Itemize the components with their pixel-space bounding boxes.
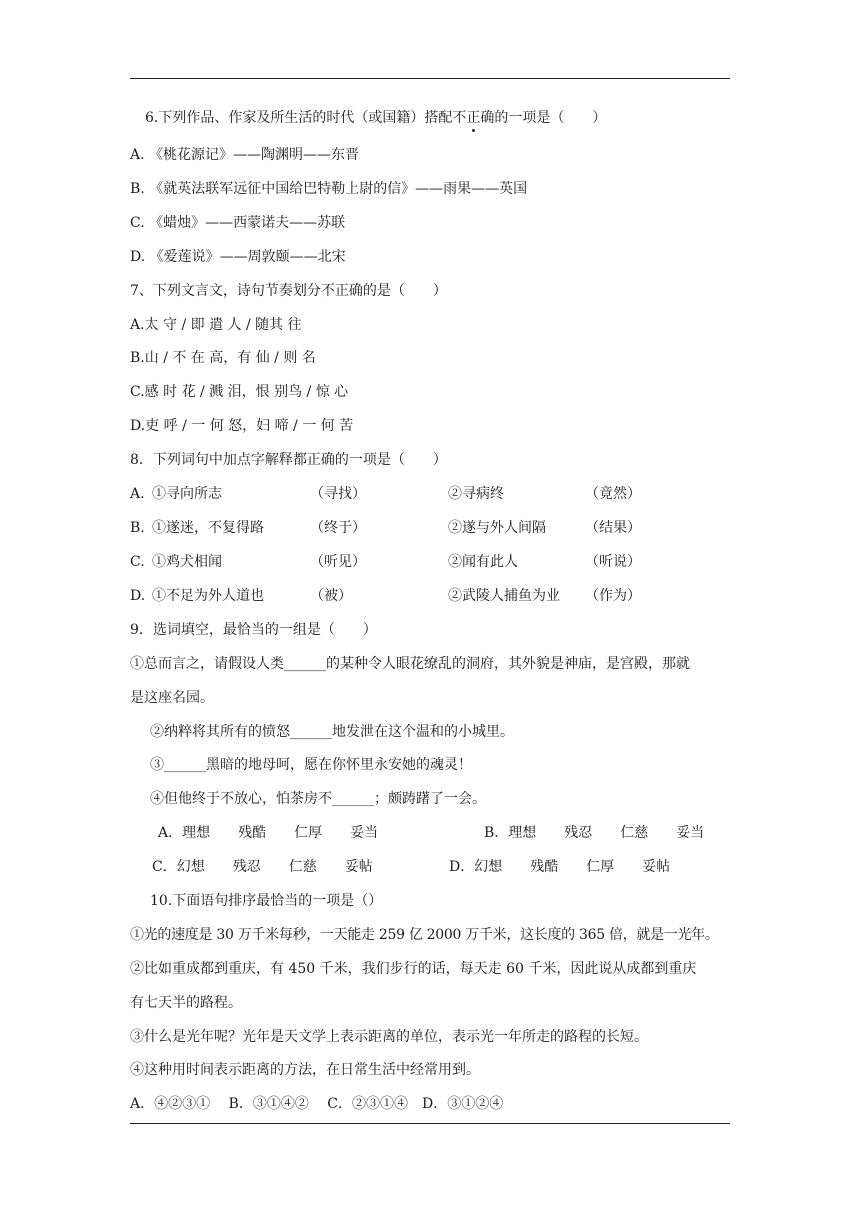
q9-sentence-4: ④但他终于不放心，怕茶房不______；颇踌躇了一会。 (150, 791, 486, 807)
q7-option-d: D.吏 呼 / 一 何 怒，妇 啼 / 一 何 苦 (130, 418, 354, 434)
q8-gloss-1: （终于） (310, 520, 366, 536)
q6-stem (145, 109, 606, 127)
q6-option-d: D. 《爱莲说》——周敦颐——北宋 (130, 249, 346, 265)
q7-option-c: C.感 时 花 / 溅 泪，恨 别鸟 / 惊 心 (130, 384, 349, 400)
q9-option-a: A．理想 残酷 仁厚 妥当 (158, 825, 379, 841)
q8-stem: 8．下列词句中加点字解释都正确的一项是（ ） (130, 452, 447, 468)
q8-row-b (130, 519, 730, 537)
q10-sentence-1: ①光的速度是 30 万千米每秒，一天能走 259 亿 2000 万千米，这长度的 365 倍，就是一光年。 (130, 927, 719, 943)
q8-sentence-2: ②寻病终 (448, 486, 504, 502)
top-rule (130, 78, 730, 79)
q9-option-b: B．理想 残忍 仁慈 妥当 (484, 825, 705, 841)
q10-sentence-2-cont: 有七天半的路程。 (130, 995, 242, 1011)
q9-option-d: D．幻想 残酷 仁厚 妥帖 (449, 859, 671, 875)
q9-sentence-1: ①总而言之，请假设人类______的某种令人眼花缭乱的洞府，其外貌是神庙，是宫殿，那就 (130, 656, 690, 672)
q8-sentence-2: ②武陵人捕鱼为业 (448, 588, 560, 604)
q7-stem: 7、下列文言文，诗句节奏划分不正确的是（ ） (130, 283, 447, 299)
q6-option-c: C. 《蜡烛》——西蒙诺夫——苏联 (130, 215, 346, 231)
q10-stem: 10.下面语句排序最恰当的一项是（） (150, 893, 383, 909)
q9-option-c: C．幻想 残忍 仁慈 妥帖 (152, 859, 373, 875)
q10-sentence-2: ②比如重成都到重庆，有 450 千米，我们步行的话，每天走 60 千米，因此说从成都到重庆 (130, 961, 697, 977)
q8-gloss-1: （寻找） (310, 486, 366, 502)
q8-sentence-2: ②遂与外人间隔 (448, 520, 546, 536)
q10-options: A．④②③① B．③①④② C．②③①④ D．③①②④ (130, 1096, 504, 1112)
q8-row-c (130, 553, 730, 571)
q6-stem-text: 6.下列作品、作家及所生活的时代（或国籍）搭配 (145, 110, 453, 126)
q9-sentence-1-cont: 是这座名园。 (130, 690, 214, 706)
q9-stem: 9．选词填空，最恰当的一组是（ ） (130, 622, 377, 638)
q8-gloss-2: （作为） (585, 588, 641, 604)
q8-gloss-2: （听说） (585, 554, 641, 570)
q8-row-label: C. (130, 554, 145, 570)
q8-row-d (130, 587, 730, 605)
q9-sentence-3: ③______黑暗的地母呵，愿在你怀里永安她的魂灵！ (150, 757, 472, 773)
q6-option-b: B. 《就英法联军远征中国给巴特勒上尉的信》——雨果——英国 (130, 181, 528, 197)
bottom-rule (130, 1123, 730, 1124)
q8-gloss-1: （听见） (310, 554, 366, 570)
q6-stem-tail: 的一项是（ ） (494, 110, 607, 126)
q8-row-a (130, 485, 730, 503)
q8-row-label: B. (130, 520, 145, 536)
q7-option-a: A.太 守 / 即 遣 人 / 随其 往 (130, 317, 302, 333)
q8-row-label: A. (130, 486, 145, 502)
q8-gloss-2: （结果） (585, 520, 641, 536)
q7-option-b: B.山 / 不 在 高，有 仙 / 则 名 (130, 350, 316, 366)
q6-option-a: A. 《桃花源记》——陶渊明——东晋 (130, 147, 360, 163)
q6-dotted-text: 不正确 (452, 110, 495, 126)
q8-sentence-2: ②闻有此人 (448, 554, 518, 570)
q8-row-label: D. (130, 588, 146, 604)
q9-sentence-2: ②纳粹将其所有的愤怒______地发泄在这个温和的小城里。 (150, 724, 514, 740)
q8-gloss-2: （竟然） (585, 486, 641, 502)
q10-sentence-3: ③什么是光年呢？光年是天文学上表示距离的单位，表示光一年所走的路程的长短。 (130, 1029, 648, 1045)
q8-sentence-1: ①寻向所志 (152, 486, 222, 502)
q8-sentence-1: ①遂迷，不复得路 (152, 520, 264, 536)
q8-sentence-1: ①鸡犬相闻 (152, 554, 222, 570)
q6-dotted-word (452, 109, 494, 127)
q8-sentence-1: ①不足为外人道也 (152, 588, 264, 604)
q8-gloss-1: （被） (310, 588, 352, 604)
q10-sentence-4: ④这种用时间表示距离的方法，在日常生活中经常用到。 (130, 1062, 480, 1078)
